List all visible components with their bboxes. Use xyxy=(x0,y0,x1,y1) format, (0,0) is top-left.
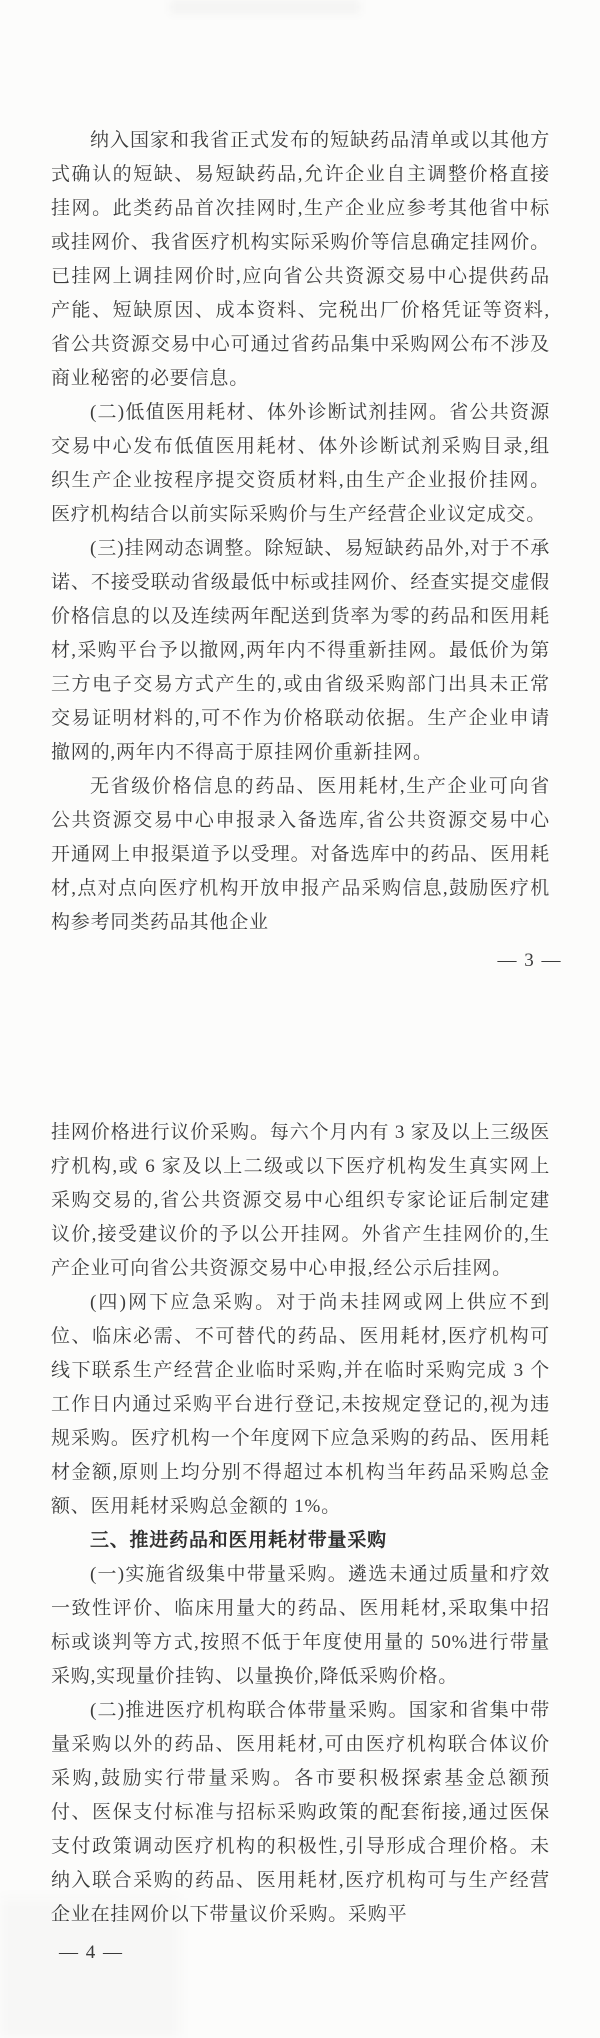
paragraph: (二)低值医用耗材、体外诊断试剂挂网。省公共资源交易中心发布低值医用耗材、体外诊断试剂采购目录,组织生产企业按程序提交资质材料,由生产企业报价挂网。医疗机构结合以前实际采购价与生产经营企业议定成交。 xyxy=(51,402,550,525)
page-3 xyxy=(51,124,562,976)
scan-artifact-top-smudge xyxy=(170,0,360,14)
page-3-paragraphs xyxy=(51,124,550,940)
paragraph: 无省级价格信息的药品、医用耗材,生产企业可向省公共资源交易中心申报录入备选库,省公共资源交易中心开通网上申报渠道予以受理。对备选库中的药品、医用耗材,点对点向医疗机构开放申报产品采购信息,鼓励医疗机构参考同类药品其他企业 xyxy=(51,776,550,933)
page-3-number: — 3 — xyxy=(497,950,562,971)
paragraph: 挂网价格进行议价采购。每六个月内有 3 家及以上三级医疗机构,或 6 家及以上二级或以下医疗机构发生真实网上采购交易的,省公共资源交易中心组织专家论证后制定建议价,接受建议价的予以公开挂网。外省产生挂网价的,生产企业可向省公共资源交易中心申报,经公示后挂网。 xyxy=(51,1122,550,1279)
page-4-number: — 4 — xyxy=(59,1942,124,1963)
paragraph: (一)实施省级集中带量采购。遴选未通过质量和疗效一致性评价、临床用量大的药品、医用耗材,采取集中招标或谈判等方式,按照不低于年度使用量的 50%进行带量采购,实现量价挂钩、以量换价,降低采购价格。 xyxy=(51,1564,550,1687)
page-4-paragraphs xyxy=(51,1116,550,1932)
page-4 xyxy=(51,1116,550,1968)
paragraph: (四)网下应急采购。对于尚未挂网或网上供应不到位、临床必需、不可替代的药品、医用耗材,医疗机构可线下联系生产经营企业临时采购,并在临时采购完成 3 个工作日内通过采购平台进行登记,未按规定登记的,视为违规采购。医疗机构一个年度网下应急采购的药品、医用耗材金额,原则上均分别不得超过本机构当年药品采购总金额、医用耗材采购总金额的 1%。 xyxy=(51,1292,550,1517)
paragraph: (三)挂网动态调整。除短缺、易短缺药品外,对于不承诺、不接受联动省级最低中标或挂网价、经查实提交虚假价格信息的以及连续两年配送到货率为零的药品和医用耗材,采购平台予以撤网,两年内不得重新挂网。最低价为第三方电子交易方式产生的,或由省级采购部门出具未正常交易证明材料的,可不作为价格联动依据。生产企业申请撤网的,两年内不得高于原挂网价重新挂网。 xyxy=(51,538,550,763)
section-heading: 三、推进药品和医用耗材带量采购 xyxy=(89,1530,387,1551)
paragraph: (二)推进医疗机构联合体带量采购。国家和省集中带量采购以外的药品、医用耗材,可由医疗机构联合体议价采购,鼓励实行带量采购。各市要积极探索基金总额预付、医保支付标准与招标采购政策的配套衔接,通过医保支付政策调动医疗机构的积极性,引导形成合理价格。未纳入联合采购的药品、医用耗材,医疗机构可与生产经营企业在挂网价以下带量议价采购。采购平 xyxy=(51,1700,550,1925)
paragraph: 纳入国家和我省正式发布的短缺药品清单或以其他方式确认的短缺、易短缺药品,允许企业自主调整价格直接挂网。此类药品首次挂网时,生产企业应参考其他省中标或挂网价、我省医疗机构实际采购价等信息确定挂网价。已挂网上调挂网价时,应向省公共资源交易中心提供药品产能、短缺原因、成本资料、完税出厂价格凭证等资料,省公共资源交易中心可通过省药品集中采购网公布不涉及商业秘密的必要信息。 xyxy=(51,130,550,389)
